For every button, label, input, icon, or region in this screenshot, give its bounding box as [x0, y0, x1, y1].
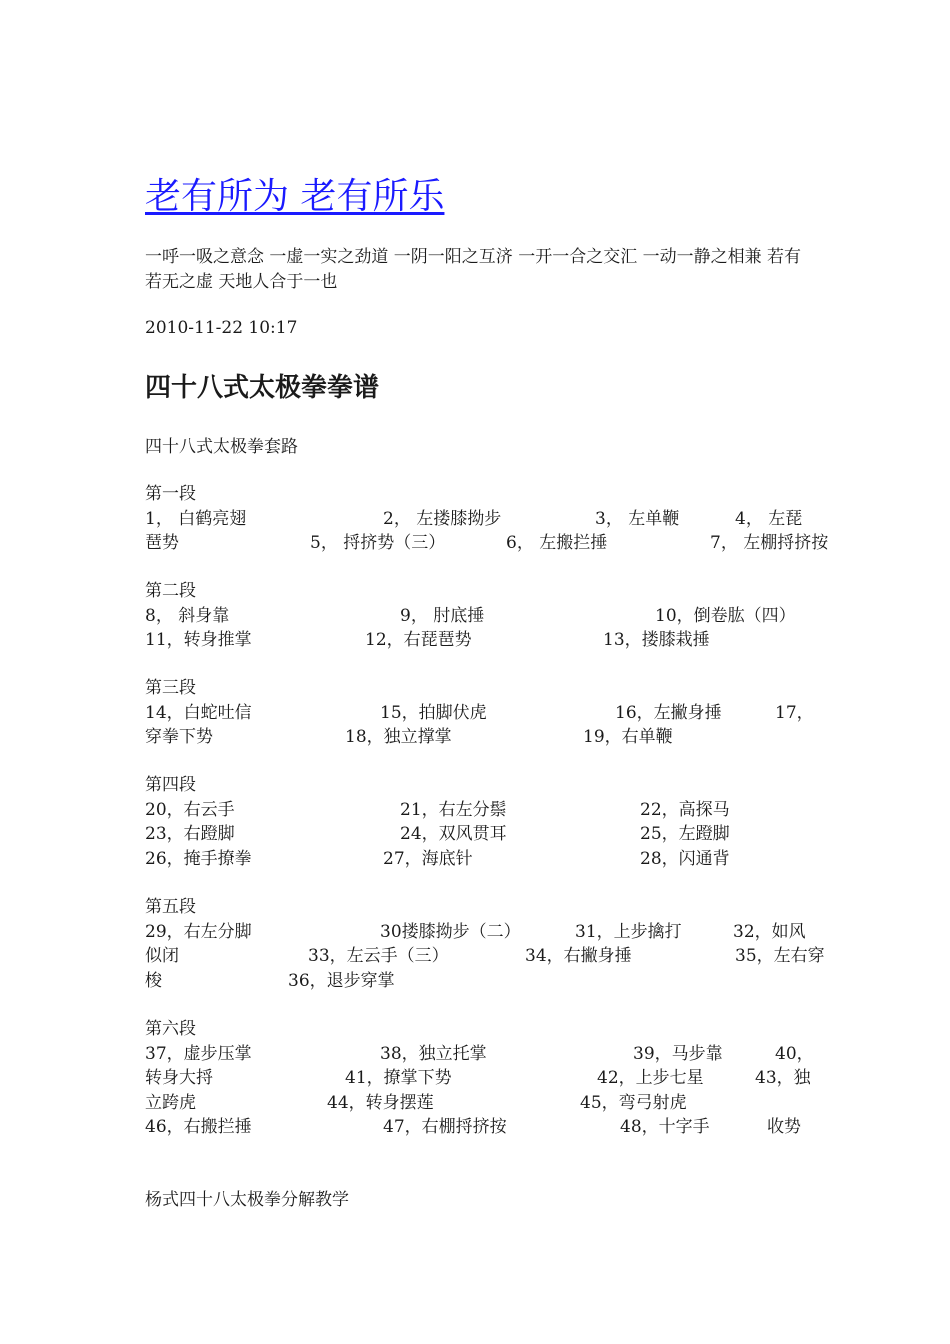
post-timestamp: 2010-11-22 10:17	[145, 318, 298, 338]
routine-line	[145, 847, 810, 872]
posture-item: 23，右蹬脚	[145, 824, 235, 844]
posture-item: 31，上步擒打	[575, 921, 682, 942]
posture-item: 47，右棚捋挤按	[383, 1117, 507, 1137]
routine-line	[145, 628, 810, 653]
posture-item: 27，海底针	[383, 848, 473, 869]
posture-item: 1， 白鹤亮翅	[145, 508, 247, 529]
posture-item: 2， 左搂膝拗步	[383, 508, 502, 529]
posture-item: 8， 斜身靠	[145, 605, 230, 626]
posture-item: 16，左撇身捶	[615, 702, 722, 723]
routine-line	[145, 1066, 810, 1091]
posture-item: 立跨虎	[145, 1092, 196, 1113]
posture-item: 38，独立托掌	[380, 1043, 487, 1064]
posture-item: 转身大捋	[145, 1068, 213, 1088]
routine-line	[145, 920, 810, 945]
posture-item: 21，右左分鬃	[400, 799, 507, 820]
routine-line	[145, 944, 825, 969]
posture-item: 13，搂膝栽捶	[603, 630, 710, 650]
posture-item: 39，马步靠	[633, 1043, 723, 1064]
posture-item: 9， 肘底捶	[400, 605, 485, 626]
routine-line	[145, 798, 810, 823]
posture-item: 36，退步穿掌	[288, 970, 395, 991]
posture-item: 26，掩手撩拳	[145, 848, 252, 869]
routine-line	[145, 1042, 814, 1067]
posture-item: 34，右撇身捶	[525, 946, 632, 966]
routine-line	[145, 701, 814, 726]
posture-item: 穿拳下势	[145, 727, 213, 747]
posture-item: 30搂膝拗步（二）	[380, 921, 521, 942]
posture-item: 44，转身摆莲	[327, 1092, 434, 1113]
post-title: 四十八式太极拳拳谱	[145, 373, 380, 403]
posture-item: 11，转身推掌	[145, 630, 252, 650]
posture-item: 22，高探马	[640, 799, 730, 820]
posture-item: 28，闪通背	[640, 848, 730, 869]
posture-item: 41，撩掌下势	[345, 1068, 452, 1088]
posture-item: 14，白蛇吐信	[145, 702, 252, 723]
routine-line	[145, 507, 810, 532]
posture-item: 25，左蹬脚	[640, 824, 730, 844]
posture-item: 琶势	[145, 533, 179, 553]
posture-item: 40，	[775, 1043, 814, 1064]
posture-item: 33，左云手（三）	[308, 946, 449, 966]
posture-item: 6， 左搬拦捶	[506, 533, 608, 553]
posture-item: 10，倒卷肱（四）	[655, 605, 796, 626]
posture-item: 12，右琵琶势	[365, 630, 472, 650]
posture-item: 35，左右穿	[735, 946, 825, 966]
blog-title-link[interactable]: 老有所为 老有所乐	[145, 176, 445, 217]
posture-item: 24，双风贯耳	[400, 824, 507, 844]
routine-line	[145, 725, 810, 750]
posture-item: 收势	[767, 1117, 801, 1137]
posture-item: 48，十字手	[620, 1117, 710, 1137]
posture-item: 46，右搬拦捶	[145, 1117, 252, 1137]
routine-line	[145, 531, 829, 556]
posture-item: 4， 左琵	[735, 508, 803, 529]
posture-item: 15，拍脚伏虎	[380, 702, 487, 723]
posture-item: 17，	[775, 702, 814, 723]
posture-item: 7， 左棚捋挤按	[710, 533, 829, 553]
posture-item: 32，如风	[733, 921, 806, 942]
post-footer: 杨式四十八太极拳分解教学	[145, 1190, 349, 1210]
routine-line	[145, 969, 810, 994]
posture-item: 45，弯弓射虎	[580, 1092, 687, 1113]
section-heading: 第四段	[145, 775, 196, 795]
routine-line	[145, 822, 810, 847]
routine-line	[145, 1091, 810, 1116]
blog-subtitle: 一呼一吸之意念 一虚一实之劲道 一阴一阳之互济 一开一合之交汇 一动一静之相兼 若有若无之虚 天地人合于一也	[145, 247, 802, 292]
posture-item: 29，右左分脚	[145, 921, 252, 942]
routine-line	[145, 604, 810, 629]
posture-item: 37，虚步压掌	[145, 1043, 252, 1064]
posture-item: 19，右单鞭	[583, 727, 673, 747]
posture-item: 43，独	[755, 1068, 811, 1088]
posture-item: 42，上步七星	[597, 1068, 704, 1088]
section-heading: 第一段	[145, 484, 196, 504]
routine-line	[145, 1115, 810, 1140]
posture-item: 18，独立撑掌	[345, 727, 452, 747]
post-intro: 四十八式太极拳套路	[145, 437, 298, 457]
section-heading: 第二段	[145, 581, 196, 601]
posture-item: 3， 左单鞭	[595, 508, 680, 529]
posture-item: 5， 捋挤势（三）	[310, 533, 446, 553]
section-heading: 第五段	[145, 897, 196, 917]
blog-title	[145, 172, 444, 222]
section-heading: 第三段	[145, 678, 196, 698]
section-heading: 第六段	[145, 1019, 196, 1039]
posture-item: 梭	[145, 970, 162, 991]
posture-item: 似闭	[145, 946, 179, 966]
posture-item: 20，右云手	[145, 799, 235, 820]
